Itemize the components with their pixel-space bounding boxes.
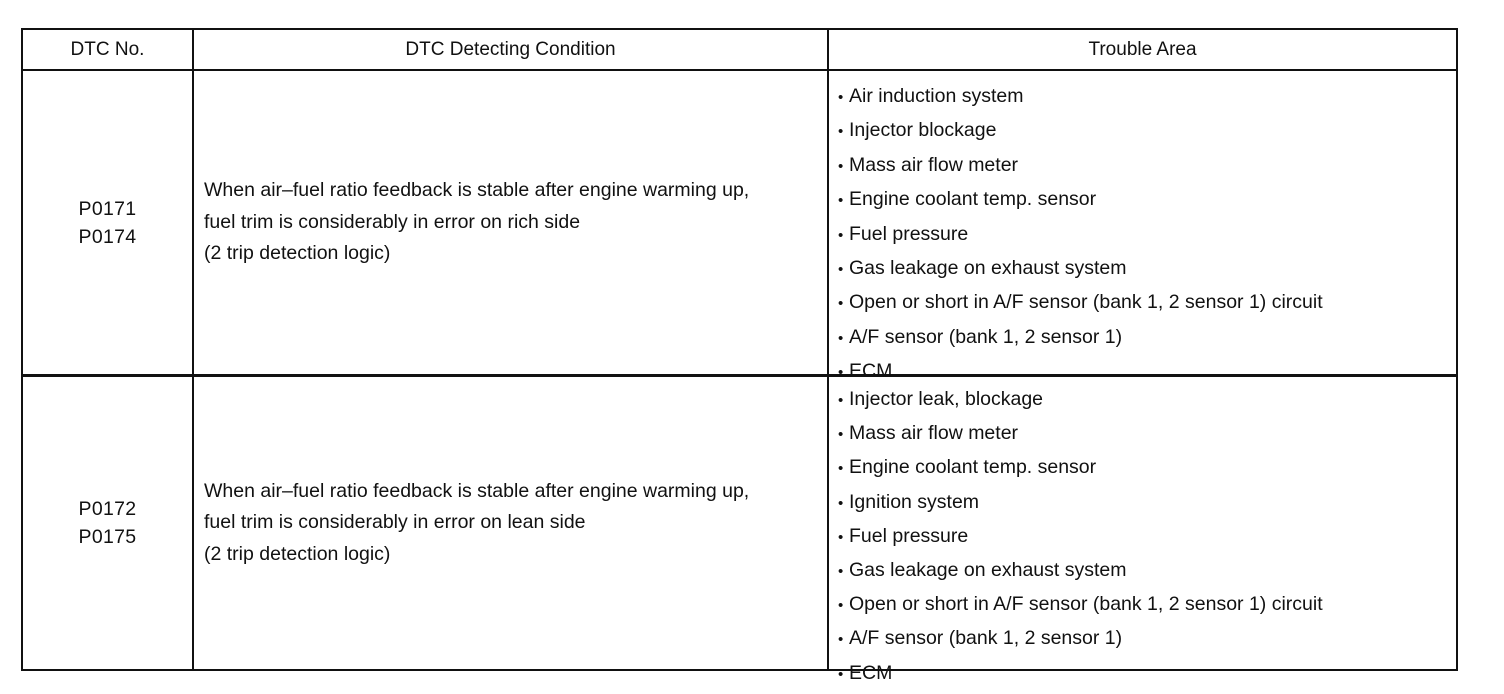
trouble-area-item: • Injector blockage <box>838 114 1456 148</box>
dtc-code-cell <box>23 71 192 374</box>
trouble-area-item: • ECM <box>838 657 1456 691</box>
table-row <box>23 71 1456 383</box>
bullet-icon: • <box>838 192 844 210</box>
bullet-icon: • <box>838 597 844 615</box>
bullet-icon: • <box>838 123 844 141</box>
condition-line: fuel trim is considerably in error on rich side <box>204 210 581 233</box>
bullet-icon: • <box>838 631 844 649</box>
bullet-icon: • <box>838 392 844 409</box>
trouble-area-item: • ECM <box>838 355 1456 389</box>
trouble-area-item: • Engine coolant temp. sensor <box>838 183 1456 217</box>
detecting-condition-cell <box>192 377 827 669</box>
dtc-code: P0171 <box>78 197 137 220</box>
trouble-area-item: • Mass air flow meter <box>838 417 1456 451</box>
table-header-row <box>23 30 1456 71</box>
bullet-icon: • <box>838 261 844 279</box>
bullet-icon: • <box>838 226 844 244</box>
dtc-table <box>21 28 1458 684</box>
trouble-area-item: • Gas leakage on exhaust system <box>838 554 1456 588</box>
trouble-area-item: • Open or short in A/F sensor (bank 1, 2 sensor 1) circuit <box>838 286 1456 320</box>
bullet-icon: • <box>838 426 844 444</box>
bullet-icon: • <box>838 494 844 512</box>
trouble-area-cell <box>827 377 1456 684</box>
bullet-icon: • <box>838 89 844 106</box>
bullet-icon: • <box>838 528 844 546</box>
trouble-area-item: • Ignition system <box>838 486 1456 520</box>
header-detecting-condition: DTC Detecting Condition <box>192 30 827 69</box>
trouble-area-item: • A/F sensor (bank 1, 2 sensor 1) <box>838 321 1456 355</box>
dtc-code-cell <box>23 377 192 669</box>
table-row <box>23 377 1456 684</box>
header-dtc-no: DTC No. <box>70 38 145 60</box>
bullet-icon: • <box>838 157 844 175</box>
bullet-icon: • <box>838 563 844 581</box>
trouble-area-cell <box>827 71 1456 383</box>
dtc-code: P0172 <box>78 498 137 520</box>
bullet-icon: • <box>838 665 844 683</box>
trouble-area-item: • Gas leakage on exhaust system <box>838 252 1456 286</box>
trouble-area-item: • A/F sensor (bank 1, 2 sensor 1) <box>838 622 1456 656</box>
detecting-condition-cell <box>192 71 827 374</box>
trouble-area-item: • Mass air flow meter <box>838 149 1456 183</box>
bullet-icon: • <box>838 329 844 347</box>
bullet-icon: • <box>838 295 844 313</box>
condition-line: (2 trip detection logic) <box>204 542 391 565</box>
header-trouble-area: Trouble Area <box>827 30 1456 69</box>
condition-line: When air–fuel ratio feedback is stable after engine warming up, <box>204 179 750 202</box>
condition-line: (2 trip detection logic) <box>204 242 391 265</box>
condition-line: When air–fuel ratio feedback is stable after engine warming up, <box>204 479 750 502</box>
trouble-area-item: • Fuel pressure <box>838 218 1456 252</box>
bullet-icon: • <box>838 364 844 382</box>
trouble-area-item: • Fuel pressure <box>838 520 1456 554</box>
bullet-icon: • <box>838 460 844 478</box>
condition-line: fuel trim is considerably in error on lean side <box>204 511 586 534</box>
trouble-area-item: • Engine coolant temp. sensor <box>838 451 1456 485</box>
trouble-area-item: • Air induction system <box>838 80 1456 114</box>
dtc-code: P0174 <box>78 225 137 248</box>
trouble-area-item: • Open or short in A/F sensor (bank 1, 2 sensor 1) circuit <box>838 588 1456 622</box>
trouble-area-item: • Injector leak, blockage <box>838 383 1456 417</box>
dtc-code: P0175 <box>78 526 137 548</box>
